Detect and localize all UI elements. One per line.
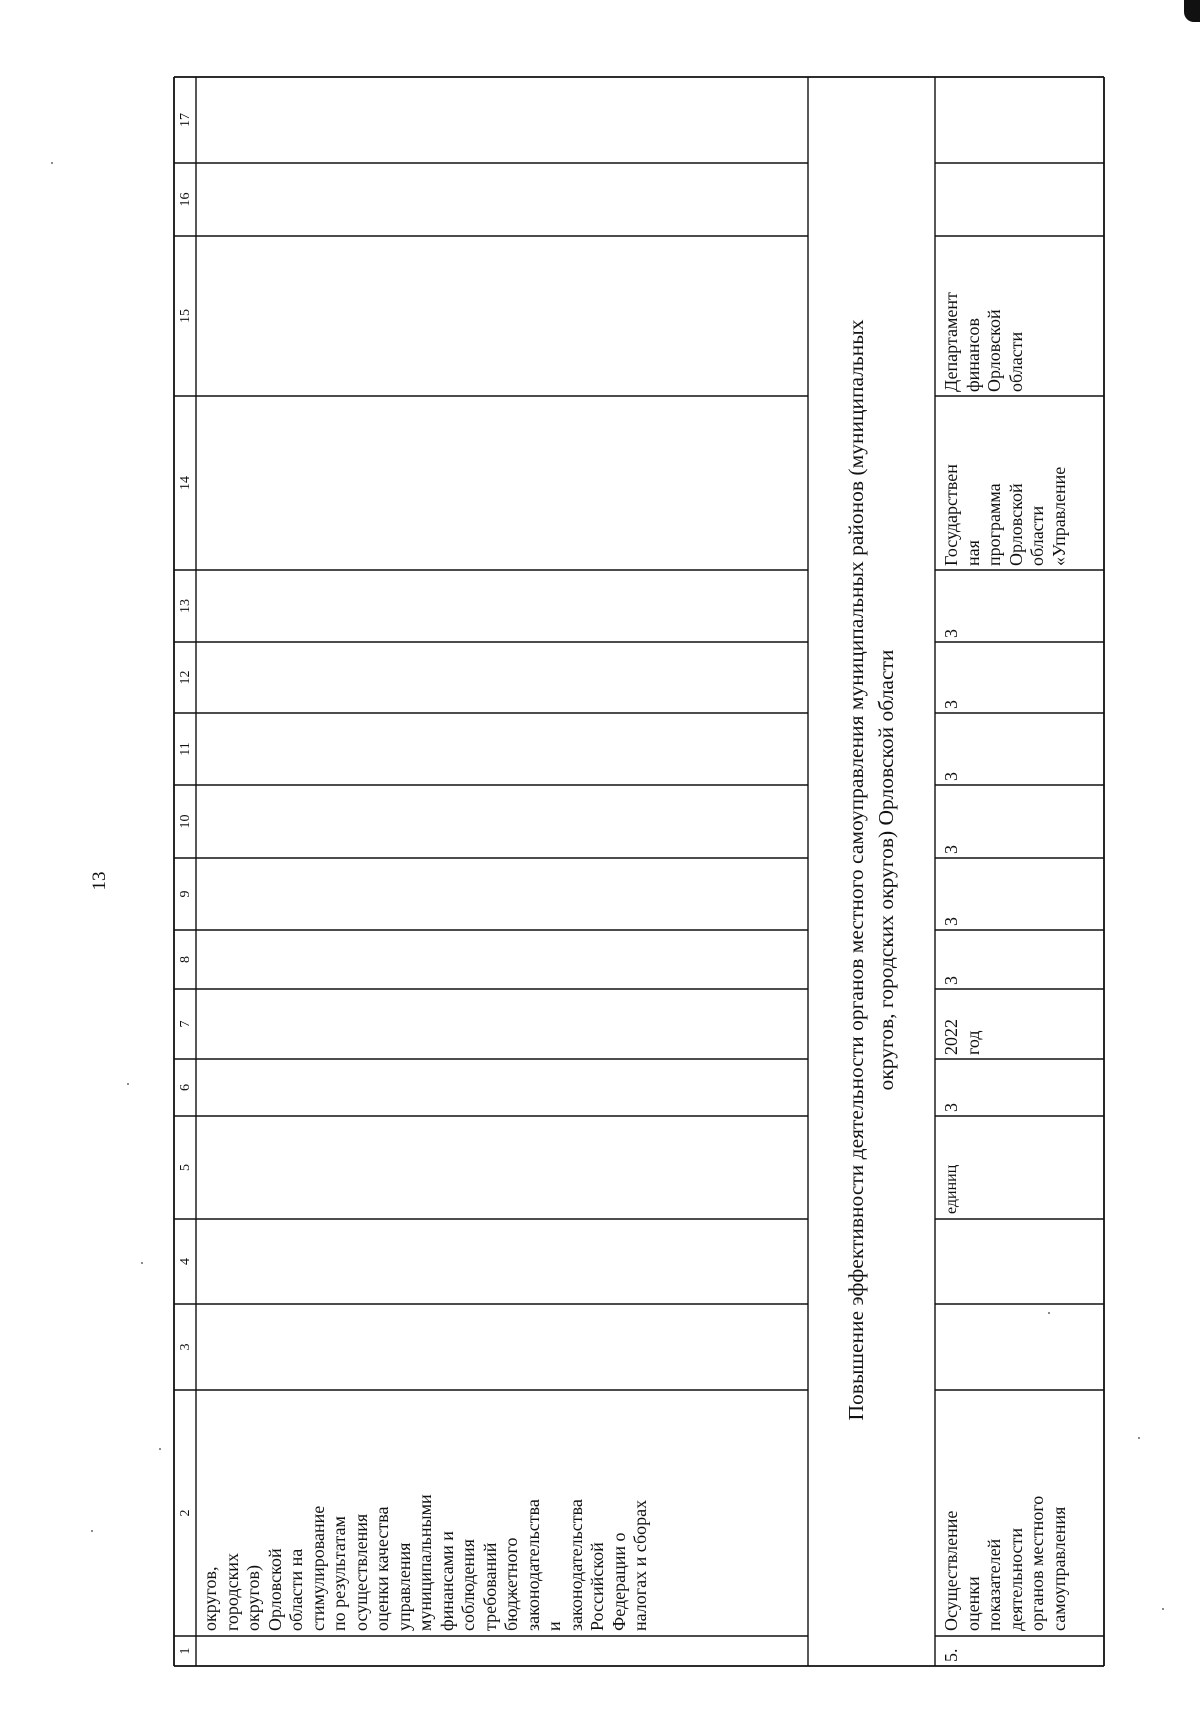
row5-col2: Осуществление оценки показателей деятельности органов местного самоуправления [941, 1495, 1069, 1631]
col-num-6: 6 [178, 1084, 193, 1091]
col-num-3: 3 [178, 1343, 193, 1351]
col-num-8: 8 [178, 956, 193, 963]
row5-program: Государствен ная программа Орловской области «Управление [941, 464, 1069, 566]
col-num-7: 7 [178, 1020, 193, 1028]
scan-speck [51, 162, 53, 164]
col-num-13: 13 [178, 599, 193, 613]
col-num-10: 10 [178, 814, 193, 829]
row5-responsible: Департамент финансов Орловской области [941, 292, 1026, 392]
row5-col12: 3 [941, 700, 961, 709]
col-num-5: 5 [178, 1164, 193, 1171]
col-num-2: 2 [178, 1509, 193, 1517]
scan-speck [127, 1083, 129, 1085]
col-num-16: 16 [178, 192, 193, 207]
col-num-17: 17 [178, 113, 193, 127]
scan-speck [1162, 1608, 1164, 1610]
scan-speck [159, 1448, 161, 1450]
page-number: 13 [89, 871, 110, 891]
row5-col9: 3 [941, 917, 961, 926]
col-num-9: 9 [178, 890, 193, 898]
col-num-14: 14 [178, 476, 193, 490]
row5-col11: 3 [941, 772, 961, 781]
row5-col8: 3 [941, 976, 961, 985]
col-num-11: 11 [178, 742, 193, 756]
row5-col13: 3 [941, 629, 961, 638]
row5-number: 5. [941, 1648, 961, 1662]
col-num-4: 4 [178, 1258, 193, 1265]
row5-year: 2022 год [941, 1019, 983, 1055]
row5-col10: 3 [941, 845, 961, 854]
section-title: Повышение эффективности деятельности органов местного самоуправления муниципальных районов (муниципальных округов, городских округов) Орловской области [844, 319, 898, 1421]
scan-speck [1048, 1312, 1050, 1314]
row5-unit: единиц [943, 1164, 960, 1214]
row5-col6: 3 [941, 1103, 961, 1112]
scan-speck [91, 1530, 93, 1532]
col-num-12: 12 [178, 670, 193, 685]
col-num-15: 15 [178, 309, 193, 323]
continued-row-col2: округов, городских округов) Орловской области на стимулирование по результатам осуществления оценки качества управления муниципальными финансами и соблюдения требований бюджетного законодательства и законодательства Российской Федерации о налогах и сборах [200, 1494, 650, 1631]
col-num-1: 1 [178, 1647, 193, 1655]
scan-speck [1138, 1437, 1140, 1439]
scan-speck [141, 1262, 143, 1264]
